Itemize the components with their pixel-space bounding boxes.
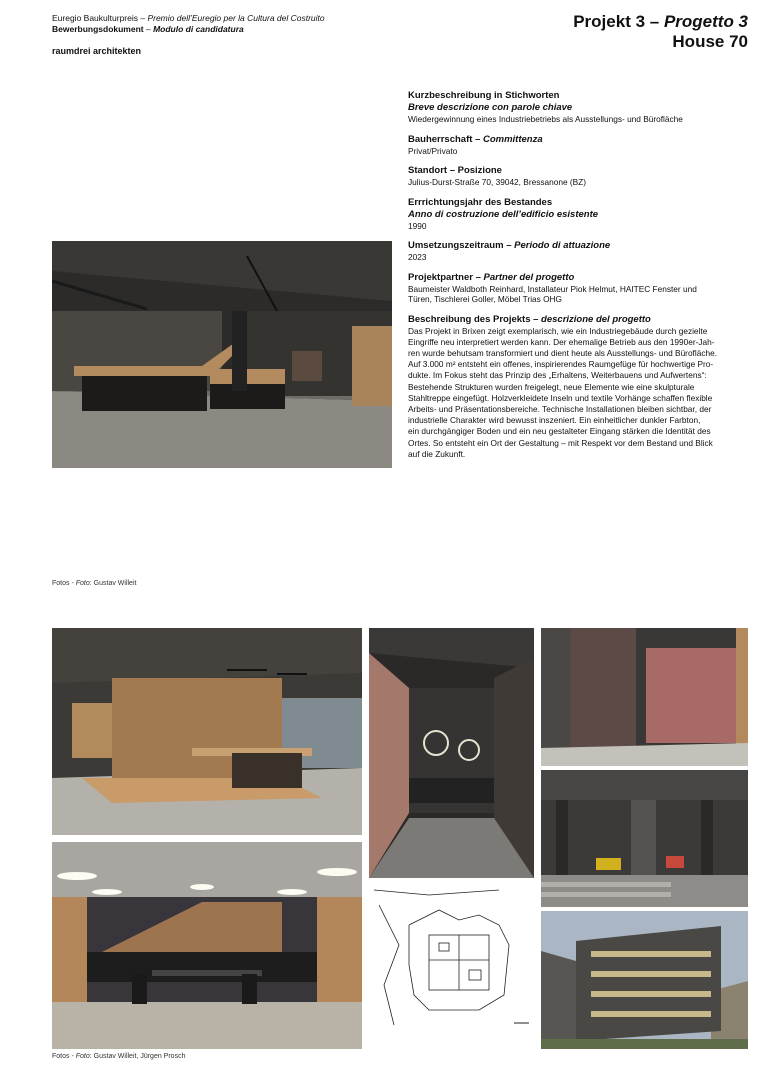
period-label-it: Periodo di attuazione xyxy=(514,240,611,251)
location-label-de: Standort xyxy=(408,165,448,176)
period-value: 2023 xyxy=(408,252,427,262)
year-label-de: Errrichtungsjahr des Bestandes xyxy=(408,196,553,208)
description-line: Arbeits- und Präsentationsbereiche. Technische Installationen bleiben sichtbar, der xyxy=(408,403,712,414)
credit-label-it: Foto xyxy=(75,580,90,587)
partner-label-it: Partner del progetto xyxy=(483,271,575,283)
description-text xyxy=(408,326,753,460)
project-number-de: Projekt 3 xyxy=(573,12,646,31)
photo-building-exterior xyxy=(541,911,748,1049)
year-label-it: Anno di costruzione dell’edificio esistente xyxy=(408,208,599,220)
year-block xyxy=(408,197,753,232)
description-line: auf die Zukunft. xyxy=(408,448,466,459)
description-label-it: descrizione del progetto xyxy=(541,313,651,325)
project-title xyxy=(573,12,748,52)
credit-label-it: Foto xyxy=(75,1053,90,1060)
description-line: Auf 3.000 m² entsteht ein offenes, inspirierendes Raumgefüge für hochwertige Pro- xyxy=(408,359,714,370)
project-number-it: Progetto 3 xyxy=(663,12,748,31)
photo-credit-bottom xyxy=(52,1053,185,1060)
short-label-de: Kurzbeschreibung in Stichworten xyxy=(408,90,560,101)
header-line-2 xyxy=(52,24,244,35)
short-label-it: Breve descrizione con parole chiave xyxy=(408,102,573,113)
separator: – xyxy=(645,12,664,31)
photo-credit-top xyxy=(52,580,136,587)
location-block: Standort – Posizione Julius-Durst-Straße 70, 39042, Bressanone (BZ) xyxy=(408,165,753,188)
location-label-it: Posizione xyxy=(457,165,502,176)
period-block: Umsetzungszeitraum – Periodo di attuazione 2023 xyxy=(408,240,753,263)
partner-block: Projektpartner – Partner del progetto Baumeister Waldboth Reinhard, Installateur Piok Helmut, HAITEC Fenster und Türen, Tischlerei Goller, Möbel Trias OHG xyxy=(408,272,753,305)
award-name-it: Premio dell’Euregio per la Cultura del Costruito xyxy=(147,13,325,23)
floor-plan-drawing xyxy=(369,885,534,1030)
location-value: Julius-Durst-Straße 70, 39042, Bressanone (BZ) xyxy=(408,177,586,187)
description-line: industrielle Charakter wird bewusst inszeniert. Ein einheitlicher dunkler Farbton, xyxy=(408,415,701,426)
separator: – xyxy=(138,13,148,23)
header-line-1 xyxy=(52,13,325,24)
year-value: 1990 xyxy=(408,220,427,231)
description-line: ein durchgängiger Boden und ein neu gestalteter Eingang stärken die Identität des xyxy=(408,426,711,437)
short-description-block xyxy=(408,90,753,125)
photo-curtain-room xyxy=(541,628,748,766)
document-type-it: Modulo di candidatura xyxy=(153,24,244,34)
project-name: House 70 xyxy=(672,32,748,51)
description-block: Beschreibung des Projekts – descrizione del progetto Das Projekt in Brixen zeigt exemplarisch, wie ein Industriegebäude durch gezielte Eingriffe neu interpretiert werden kann. Der ehemalige Betrieb aus den 1990er-Jah- ren wurde behutsam transformiert und dient heute als Ausstellungs- und Bürofläche. Auf 3.000 m² entsteht ein offenes, inspirierendes Raumgefüge für hochwertige Pro- dukte. Im Fokus steht das Prinzip des „Erhaltens, Weiterbauens und Aufwertens“: Bestehende Strukturen wurden freigelegt, neue Elemente wie eine skulpturale Stahltreppe eingefügt. Holzverkleidete Inseln und textile Vorhänge schaffen flexible Arbeits- und Präsentationsbereiche. Technische Installationen bleiben sichtbar, der industrielle Charakter wird bewusst inszeniert. Ein einheitlicher dunkler Farbton, ein durchgängiger Boden und ein neu gestalteter Eingang stärken die Identität des Ortes. So entsteht ein Ort der Gestaltung – mit Respekt vor dem Bestand und Blick auf die Zukunft. xyxy=(408,314,753,460)
description-line: Das Projekt in Brixen zeigt exemplarisch, wie ein Industriegebäude durch gezielte xyxy=(408,325,708,336)
photo-mirror-room xyxy=(369,628,534,878)
client-label-de: Bauherrschaft xyxy=(408,133,473,145)
description-line: Bestehende Strukturen wurden freigelegt, neue Elemente wie eine skulpturale xyxy=(408,381,695,392)
description-line: dukte. Im Fokus steht das Prinzip des „Erhaltens, Weiterbauens und Aufwertens“: xyxy=(408,370,707,381)
short-value: Wiedergewinnung eines Industriebetriebs als Ausstellungs- und Bürofläche xyxy=(408,114,683,124)
client-value: Privat/Privato xyxy=(408,145,458,156)
photo-entrance-hall xyxy=(541,770,748,907)
description-line: Stahltreppe eingefügt. Holzverkleidete Inseln und textile Vorhänge schaffen flexible xyxy=(408,392,713,403)
document-type-de: Bewerbungsdokument xyxy=(52,24,144,34)
partner-line: Türen, Tischlerei Goller, Möbel Trias OHG xyxy=(408,294,563,304)
period-label-de: Umsetzungszeitraum xyxy=(408,240,504,251)
photo-staircase-hall xyxy=(52,241,392,468)
office-name: raumdrei architekten xyxy=(52,46,142,56)
description-line: Eingriffe neu interpretiert werden kann. Der ehemalige Betrieb aus den 1990er-Jah- xyxy=(408,336,715,347)
description-line: Ortes. So entsteht ein Ort der Gestaltung – mit Respekt vor dem Bestand und Blick xyxy=(408,437,713,448)
separator: – xyxy=(143,24,154,34)
partner-line: Baumeister Waldboth Reinhard, Installateur Piok Helmut, HAITEC Fenster und xyxy=(408,283,697,294)
description-label-de: Beschreibung des Projekts xyxy=(408,313,531,325)
photo-office-workspace xyxy=(52,842,362,1049)
separator: - xyxy=(69,1053,76,1060)
credit-name: : Gustav Willeit, Jürgen Prosch xyxy=(89,1053,186,1060)
award-name-de: Euregio Baukulturpreis xyxy=(52,13,138,23)
description-line: ren wurde behutsam transformiert und dient heute als Ausstellungs- und Bürofläche. xyxy=(408,347,718,358)
project-info xyxy=(408,90,753,469)
partner-label-de: Projektpartner xyxy=(408,271,473,283)
client-label-it: Committenza xyxy=(482,133,543,145)
credit-name: : Gustav Willeit xyxy=(89,580,137,587)
photo-reception-desk xyxy=(52,628,362,835)
client-block: Bauherrschaft – Committenza Privat/Privato xyxy=(408,134,753,157)
credit-label-de: Fotos xyxy=(52,1053,70,1060)
separator: - xyxy=(69,580,76,587)
credit-label-de: Fotos xyxy=(52,580,70,587)
